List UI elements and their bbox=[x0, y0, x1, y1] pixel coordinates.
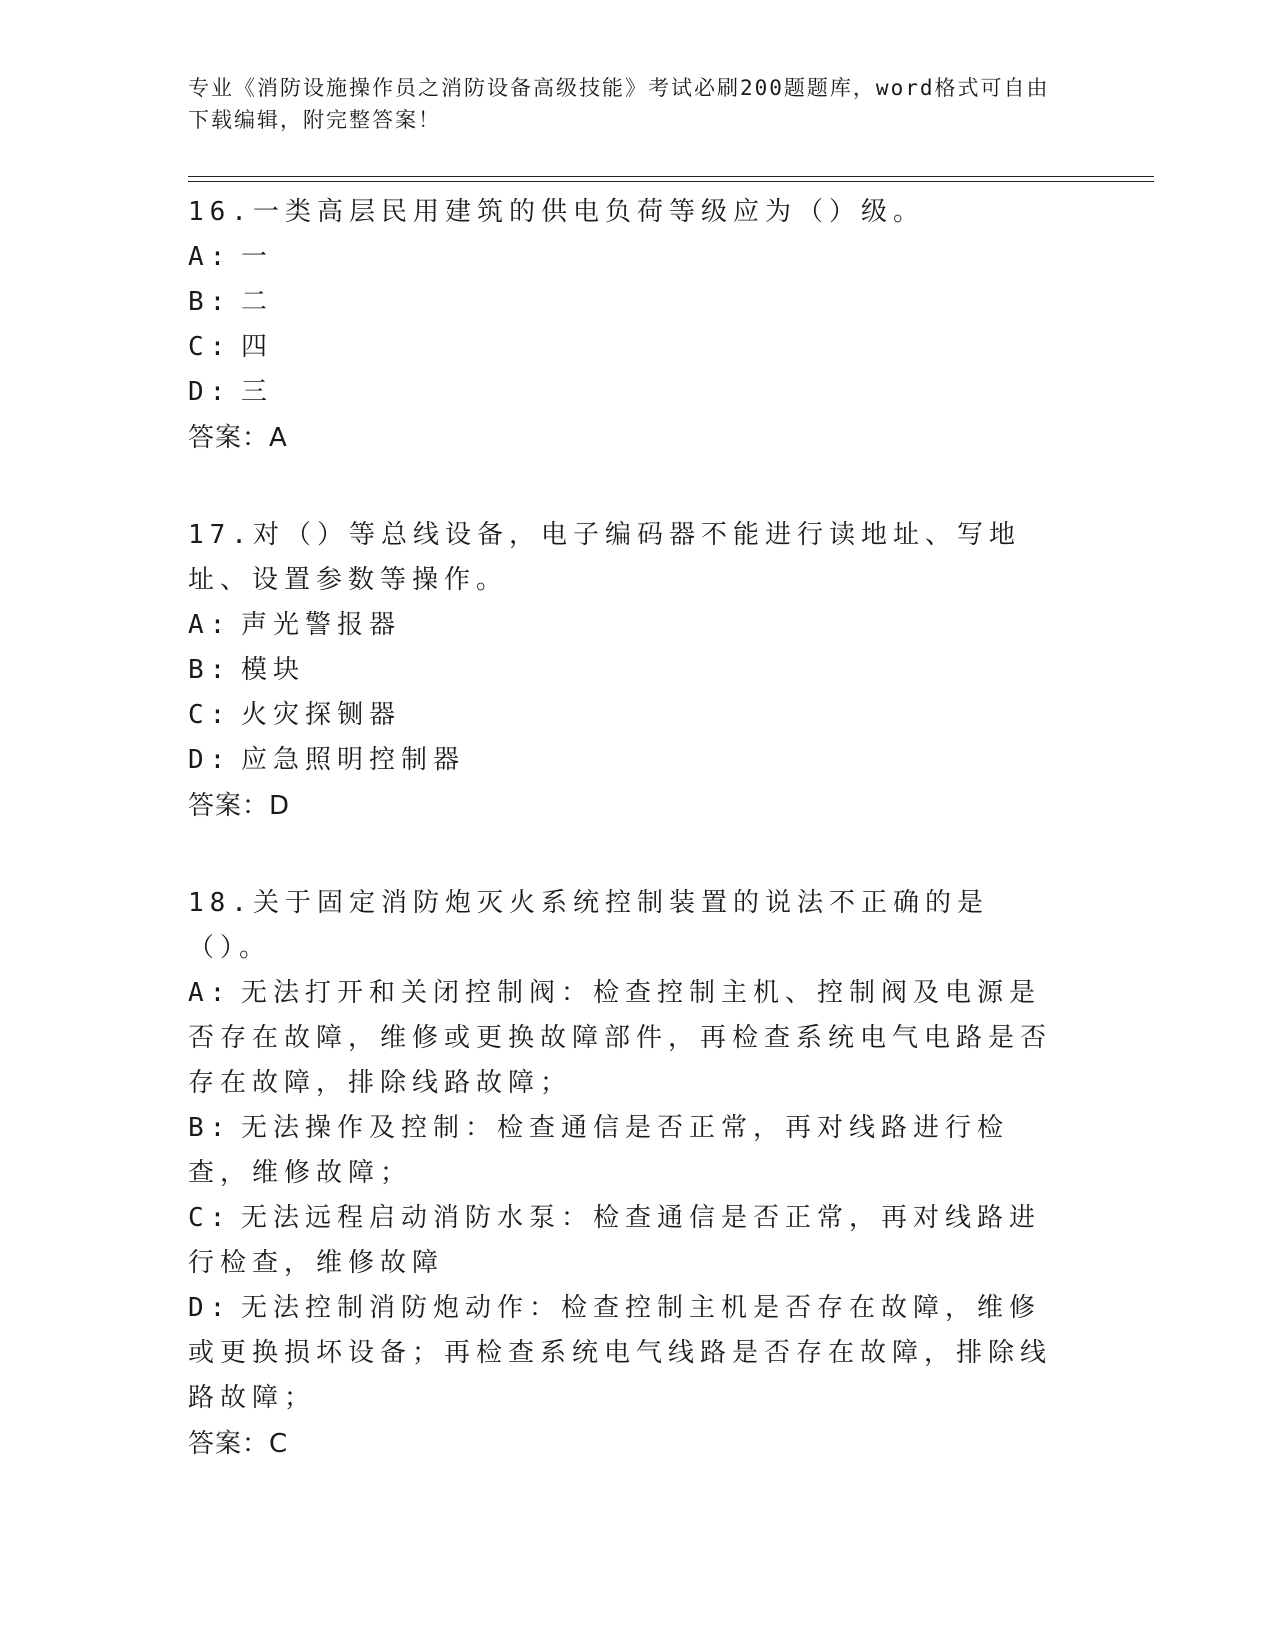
option-c: C: 火灾探铡器 bbox=[188, 700, 401, 730]
option-letter: A bbox=[188, 610, 210, 640]
answer-value: A bbox=[269, 423, 288, 453]
option-letter: B bbox=[188, 655, 210, 685]
option-c: C: 无法远程启动消防水泵：检查通信是否正常，再对线路进行检查，维修故障 bbox=[188, 1203, 1041, 1278]
option-text: 火灾探铡器 bbox=[240, 700, 401, 730]
option-a: A: 声光警报器 bbox=[188, 610, 401, 640]
option-c: C: 四 bbox=[188, 332, 273, 362]
option-letter: A bbox=[188, 978, 210, 1008]
question-stem: 17.对（）等总线设备，电子编码器不能进行读地址、写地址、设置参数等操作。 bbox=[188, 520, 1021, 595]
question-stem: 18.关于固定消防炮灭火系统控制装置的说法不正确的是（）。 bbox=[188, 888, 989, 963]
question-stem: 16.一类高层民用建筑的供电负荷等级应为（）级。 bbox=[188, 197, 925, 227]
option-text: 一 bbox=[240, 242, 273, 272]
option-letter: B bbox=[188, 1113, 210, 1143]
option-text: 应急照明控制器 bbox=[240, 745, 465, 775]
option-text: 无法打开和关闭控制阀：检查控制主机、控制阀及电源是否存在故障，维修或更换故障部件，再检查系统电气电路是否存在故障，排除线路故障； bbox=[188, 978, 1053, 1098]
option-text: 三 bbox=[240, 377, 273, 407]
option-letter: C bbox=[188, 700, 210, 730]
option-text: 四 bbox=[240, 332, 273, 362]
option-letter: C bbox=[188, 1203, 210, 1233]
answer-label: 答案： bbox=[188, 791, 270, 821]
document-header: 专业《消防设施操作员之消防设备高级技能》考试必刷200题题库，word格式可自由下载编辑，附完整答案！ bbox=[188, 76, 1050, 132]
answer-value: C bbox=[269, 1429, 289, 1459]
option-letter: D bbox=[188, 1293, 210, 1323]
option-letter: D bbox=[188, 377, 210, 407]
option-text: 无法控制消防炮动作：检查控制主机是否存在故障，维修或更换损坏设备；再检查系统电气线路是否存在故障，排除线路故障； bbox=[188, 1293, 1053, 1413]
option-text: 二 bbox=[240, 287, 273, 317]
question-16 bbox=[188, 190, 1154, 461]
answer-line bbox=[188, 415, 1154, 461]
question-17 bbox=[188, 513, 1154, 829]
question-list bbox=[188, 190, 1154, 1467]
option-b: B: 模块 bbox=[188, 655, 305, 685]
option-d: D: 无法控制消防炮动作：检查控制主机是否存在故障，维修或更换损坏设备；再检查系统电气线路是否存在故障，排除线路故障； bbox=[188, 1293, 1053, 1413]
option-text: 无法远程启动消防水泵：检查通信是否正常，再对线路进行检查，维修故障 bbox=[188, 1203, 1041, 1278]
option-letter: A bbox=[188, 242, 210, 272]
option-a: A: 一 bbox=[188, 242, 273, 272]
answer-value: D bbox=[269, 791, 291, 821]
answer-label: 答案： bbox=[188, 423, 270, 453]
option-d: D: 应急照明控制器 bbox=[188, 745, 465, 775]
option-letter: D bbox=[188, 745, 210, 775]
option-b: B: 二 bbox=[188, 287, 273, 317]
option-text: 模块 bbox=[240, 655, 305, 685]
option-d: D: 三 bbox=[188, 377, 273, 407]
header-divider bbox=[188, 176, 1154, 182]
answer-label: 答案： bbox=[188, 1429, 270, 1459]
document-page bbox=[188, 72, 1154, 1519]
answer-line bbox=[188, 1421, 1154, 1467]
answer-line bbox=[188, 783, 1154, 829]
option-b: B: 无法操作及控制：检查通信是否正常，再对线路进行检查，维修故障； bbox=[188, 1113, 1009, 1188]
option-letter: B bbox=[188, 287, 210, 317]
option-a: A: 无法打开和关闭控制阀：检查控制主机、控制阀及电源是否存在故障，维修或更换故障部件，再检查系统电气电路是否存在故障，排除线路故障； bbox=[188, 978, 1053, 1098]
question-18 bbox=[188, 881, 1154, 1467]
option-text: 声光警报器 bbox=[240, 610, 401, 640]
option-text: 无法操作及控制：检查通信是否正常，再对线路进行检查，维修故障； bbox=[188, 1113, 1009, 1188]
option-letter: C bbox=[188, 332, 210, 362]
